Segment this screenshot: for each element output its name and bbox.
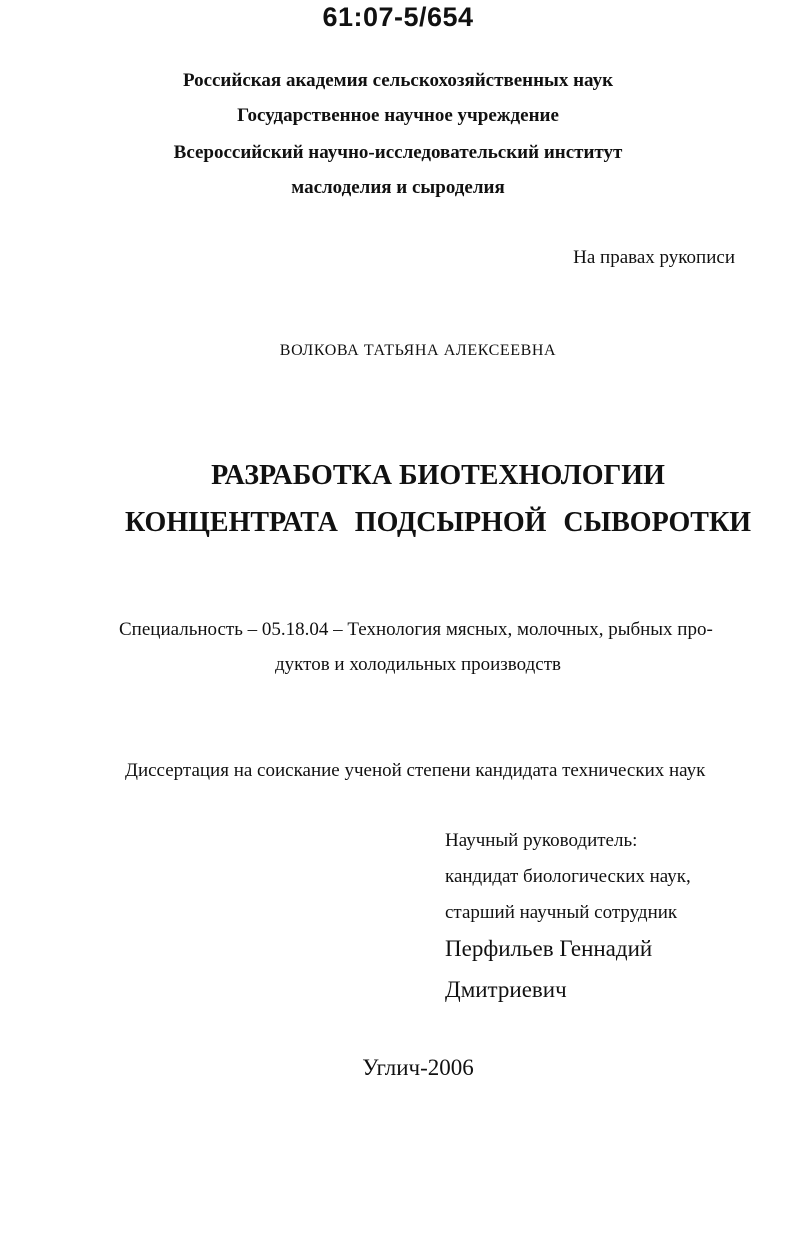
organization-line-1: Российская академия сельскохозяйственных наук (182, 70, 614, 91)
specialty-line-1: Специальность – 05.18.04 – Технология мясных, молочных, рыбных про- (119, 619, 713, 640)
manuscript-note: На правах рукописи (573, 247, 735, 268)
supervisor-degree: кандидат биологических наук, (445, 866, 691, 887)
document-code: 61:07-5/654 (322, 2, 474, 32)
supervisor-role: Научный руководитель: (445, 830, 638, 851)
dissertation-statement: Диссертация на соискание ученой степени кандидата технических наук (125, 760, 706, 781)
thesis-title-line-1: РАЗРАБОТКА БИОТЕХНОЛОГИИ (211, 460, 665, 491)
thesis-title-line-2: КОНЦЕНТРАТА ПОДСЫРНОЙ СЫВОРОТКИ (124, 507, 752, 538)
organization-line-4: маслоделия и сыроделия (291, 177, 505, 198)
specialty-line-2: дуктов и холодильных производств (275, 654, 561, 675)
author-name: ВОЛКОВА ТАТЬЯНА АЛЕКСЕЕВНА (279, 342, 557, 359)
organization-line-3: Всероссийский научно-исследовательский институт (173, 142, 623, 163)
city-year: Углич-2006 (362, 1055, 474, 1080)
organization-line-2: Государственное научное учреждение (237, 105, 559, 126)
supervisor-name-line-2: Дмитриевич (445, 977, 567, 1002)
supervisor-name-line-1: Перфильев Геннадий (445, 936, 653, 961)
supervisor-position: старший научный сотрудник (445, 902, 678, 923)
